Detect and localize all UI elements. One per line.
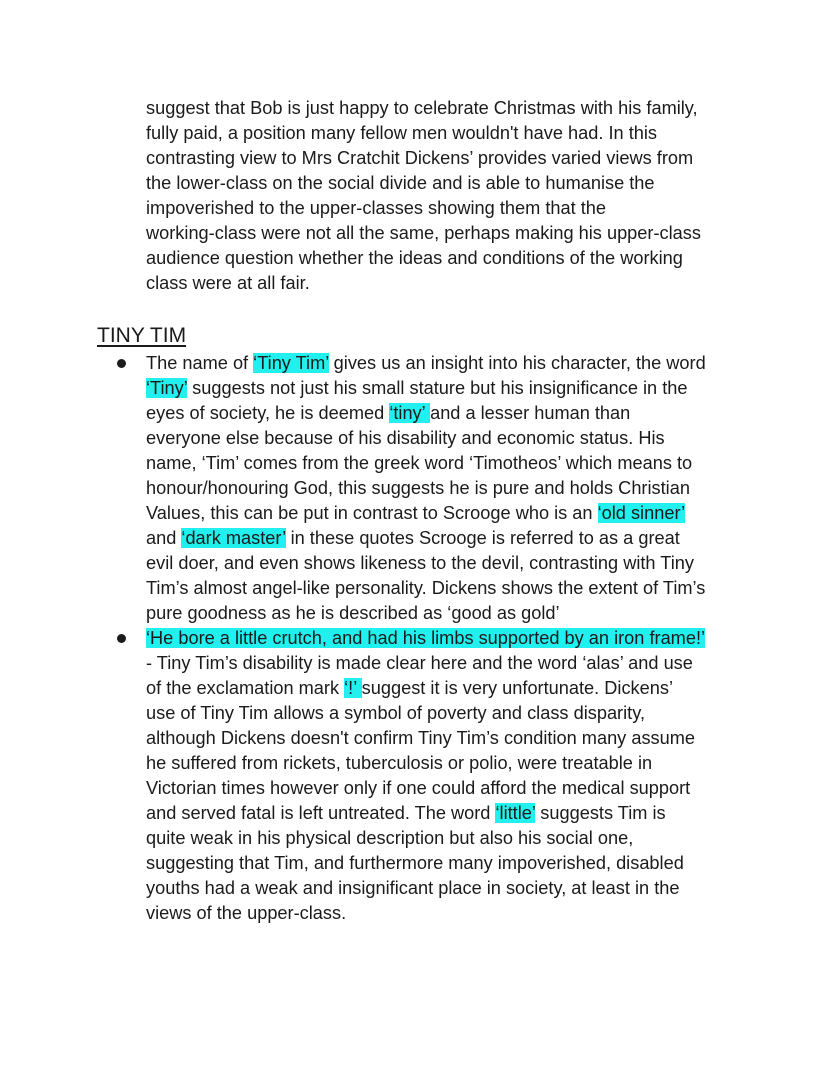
- text-line: class were at all fair.: [146, 273, 310, 293]
- text-line: Victorian times however only if one could afford the medical support: [146, 778, 691, 798]
- text-run: gives us an insight into his character, the word: [328, 353, 706, 373]
- text-run: The name of: [146, 353, 254, 373]
- text-line: [146, 526, 746, 551]
- text-line: although Dickens doesn't confirm Tiny Tim’s condition many assume: [146, 728, 696, 748]
- text-line: honour/honouring God, this suggests he is pure and holds Christian: [146, 478, 690, 498]
- text-line: name, ‘Tim’ comes from the greek word ‘Timotheos’ which means to: [146, 453, 693, 473]
- text-line: the lower-class on the social divide and is able to humanise the: [146, 173, 655, 193]
- bullet-item-crutch-quote: [146, 626, 746, 926]
- intro-paragraph: [146, 96, 746, 296]
- text-run: suggest it is very unfortunate. Dickens’: [361, 678, 674, 698]
- highlighted-quote: ‘Tiny Tim’: [253, 353, 329, 373]
- text-line: [146, 626, 746, 651]
- text-run: and served fatal is left untreated. The word: [146, 803, 496, 823]
- highlighted-quote: ‘He bore a little crutch, and had his limbs supported by an iron frame!’: [146, 628, 706, 648]
- text-run: in these quotes Scrooge is referred to as a great: [285, 528, 680, 548]
- text-run: and a lesser human than: [430, 403, 631, 423]
- highlighted-quote: ‘old sinner’: [597, 503, 686, 523]
- text-line: [146, 501, 746, 526]
- text-line: audience question whether the ideas and conditions of the working: [146, 248, 683, 268]
- bullet-item-tiny-tim-name: [146, 351, 746, 626]
- highlighted-quote: ‘tiny’: [389, 403, 431, 423]
- text-line: contrasting view to Mrs Cratchit Dickens’ provides varied views from: [146, 148, 694, 168]
- bullet-dot-icon: [117, 634, 126, 643]
- text-line: use of Tiny Tim allows a symbol of poverty and class disparity,: [146, 703, 646, 723]
- text-line: youths had a weak and insignificant place in society, at least in the: [146, 878, 680, 898]
- text-line: he suffered from rickets, tuberculosis or polio, were treatable in: [146, 753, 653, 773]
- text-line: everyone else because of his disability and economic status. His: [146, 428, 665, 448]
- text-line: working-class were not all the same, perhaps making his upper-class: [146, 223, 701, 243]
- text-line: [146, 376, 746, 401]
- text-line: impoverished to the upper-classes showing them that the: [146, 198, 606, 218]
- text-run: suggests Tim is: [535, 803, 666, 823]
- text-line: fully paid, a position many fellow men wouldn't have had. In this: [146, 123, 657, 143]
- bullet-text: [146, 351, 746, 626]
- text-run: and: [146, 528, 182, 548]
- highlighted-quote: ‘Tiny’: [146, 378, 188, 398]
- text-line: [146, 401, 746, 426]
- text-line: evil doer, and even shows likeness to the devil, contrasting with Tiny: [146, 553, 694, 573]
- highlighted-quote: ‘!’: [344, 678, 362, 698]
- text-run: of the exclamation mark: [146, 678, 345, 698]
- text-line: - Tiny Tim’s disability is made clear here and the word ‘alas’ and use: [146, 653, 693, 673]
- highlighted-quote: ‘little’: [495, 803, 536, 823]
- text-run: suggests not just his small stature but his insignificance in the: [187, 378, 688, 398]
- text-line: quite weak in his physical description but also his social one,: [146, 828, 634, 848]
- text-line: Tim’s almost angel-like personality. Dickens shows the extent of Tim’s: [146, 578, 706, 598]
- text-line: pure goodness as he is described as ‘good as gold’: [146, 603, 560, 623]
- section-heading: TINY TIM: [97, 324, 187, 347]
- text-line: [146, 801, 746, 826]
- text-line: suggest that Bob is just happy to celebrate Christmas with his family,: [146, 98, 698, 118]
- bullet-dot-icon: [117, 359, 126, 368]
- text-line: [146, 351, 746, 376]
- text-line: [146, 676, 746, 701]
- highlighted-quote: ‘dark master’: [181, 528, 286, 548]
- text-line: suggesting that Tim, and furthermore many impoverished, disabled: [146, 853, 684, 873]
- text-run: eyes of society, he is deemed: [146, 403, 390, 423]
- text-run: Values, this can be put in contrast to Scrooge who is an: [146, 503, 598, 523]
- bullet-text: [146, 626, 746, 926]
- text-line: views of the upper-class.: [146, 903, 347, 923]
